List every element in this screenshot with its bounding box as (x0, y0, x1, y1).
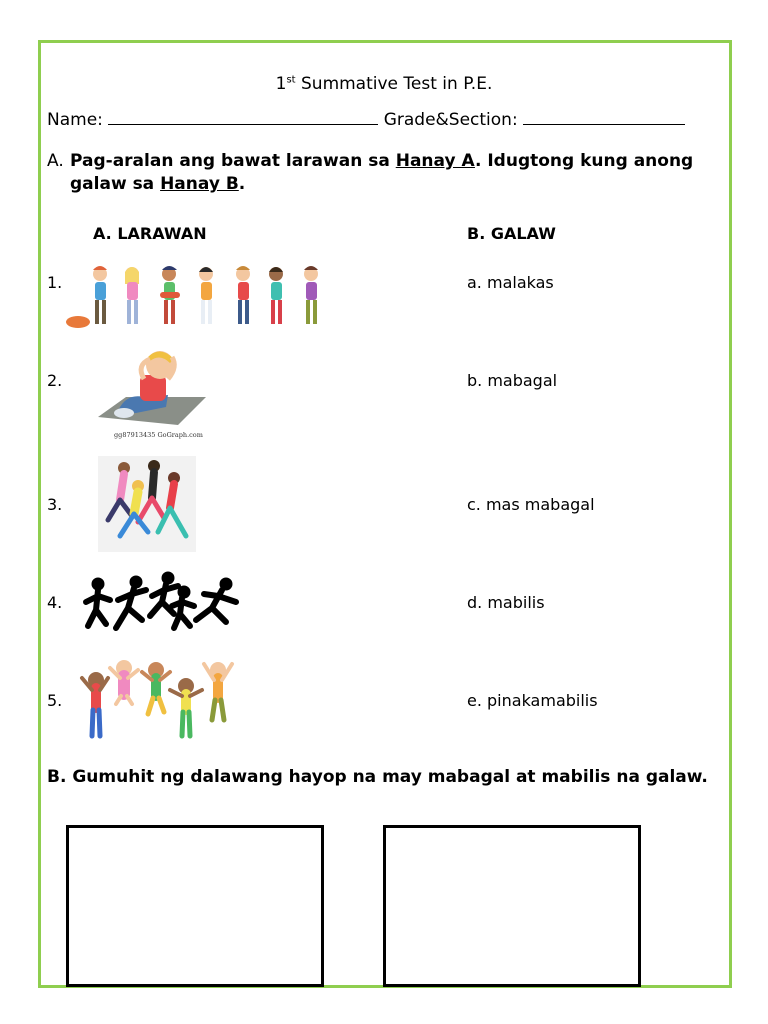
item-number-3: 3. (47, 495, 63, 514)
column-b-header: B. GALAW (467, 224, 556, 243)
drawing-box-slow-animal[interactable] (66, 825, 324, 987)
answer-option-a: a. malakas (467, 273, 554, 292)
column-a-header: A. LARAWAN (93, 224, 207, 243)
grade-section-label: Grade&Section: (383, 110, 518, 130)
answer-option-e: e. pinakamabilis (467, 691, 598, 710)
item-number-1: 1. (47, 273, 63, 292)
kids-running-image (98, 456, 196, 552)
kids-walking-in-line-image (64, 262, 330, 332)
answer-option-c: c. mas mabagal (467, 495, 595, 514)
part-a-instruction: A. Pag-aralan ang bawat larawan sa Hanay A. Idugtong kung anong galaw sa Hanay B. (47, 151, 694, 194)
part-b-instruction: B. Gumuhit ng dalawang hayop na may mabagal at mabilis na galaw. (47, 767, 708, 787)
grade-section-blank[interactable] (523, 110, 685, 125)
hanay-a-ref: Hanay A (395, 151, 475, 171)
item-number-5: 5. (47, 691, 63, 710)
name-label: Name: (47, 110, 103, 130)
name-grade-line (47, 110, 685, 130)
boy-doing-situps-image (96, 345, 208, 443)
name-blank[interactable] (108, 110, 378, 125)
page-title: 1st Summative Test in P.E. (275, 74, 493, 94)
hanay-b-ref: Hanay B (160, 174, 239, 194)
running-silhouettes-image (76, 570, 256, 632)
answer-option-b: b. mabagal (467, 371, 558, 390)
answer-option-d: d. mabilis (467, 593, 545, 612)
image-watermark: gg87913435 GoGraph.com (114, 431, 203, 439)
kids-jumping-image (78, 656, 236, 742)
item-number-4: 4. (47, 593, 63, 612)
item-number-2: 2. (47, 371, 63, 390)
drawing-box-fast-animal[interactable] (383, 825, 641, 987)
